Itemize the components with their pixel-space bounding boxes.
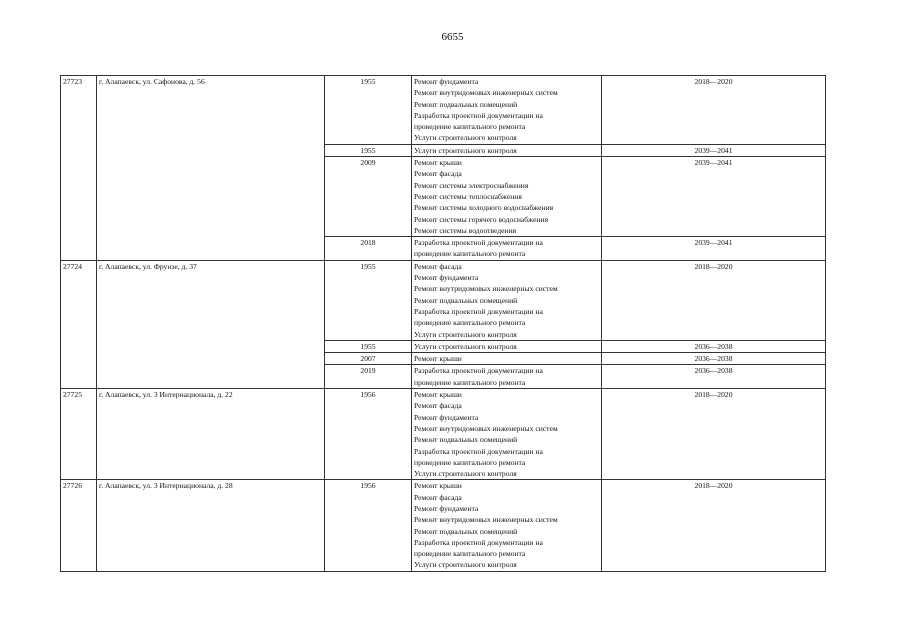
page-number: 6655 [441, 31, 464, 43]
record-address: г. Алапаевск, ул. Сафонова, д. 56 [97, 76, 325, 261]
work-item: Ремонт внутридомовых инженерных систем [414, 515, 558, 525]
work-item: Услуги строительного контроля [414, 145, 517, 155]
work-item: Разработка проектной документации на [414, 306, 543, 316]
work-item: Ремонт внутридомовых инженерных систем [414, 284, 558, 294]
work-item: Ремонт фасада [414, 261, 462, 271]
works-cell [412, 353, 602, 365]
work-item: Ремонт фундамента [414, 412, 479, 422]
period-cell: 2039—2041 [602, 144, 826, 156]
work-item: Услуги строительного контроля [414, 133, 517, 143]
works-cell [412, 260, 602, 340]
work-item: проведение капитального ремонта [414, 122, 526, 132]
work-item: Ремонт системы водоотведения [414, 225, 517, 235]
work-item: Ремонт подвальных помещений [414, 526, 518, 536]
table-row [61, 260, 826, 340]
period-cell: 2018—2020 [602, 480, 826, 571]
work-item: Разработка проектной документации на [414, 446, 543, 456]
works-cell [412, 480, 602, 571]
work-item: проведение капитального ремонта [414, 318, 526, 328]
work-item: Ремонт внутридомовых инженерных систем [414, 423, 558, 433]
period-cell: 2018—2020 [602, 389, 826, 480]
record-id: 27723 [61, 76, 97, 261]
work-item: Ремонт подвальных помещений [414, 99, 518, 109]
work-item: Услуги строительного контроля [414, 469, 517, 479]
work-item: Разработка проектной документации на [414, 366, 543, 376]
work-item: проведение капитального ремонта [414, 457, 526, 467]
record-address: г. Алапаевск, ул. 3 Интернационала, д. 22 [97, 389, 325, 480]
repair-schedule-table [60, 75, 826, 572]
work-item: проведение капитального ремонта [414, 377, 526, 387]
period-cell: 2018—2020 [602, 76, 826, 145]
works-cell [412, 157, 602, 237]
table-row [61, 389, 826, 480]
works-cell [412, 237, 602, 261]
work-item: Услуги строительного контроля [414, 329, 517, 339]
work-item: Ремонт крыши [414, 354, 462, 364]
works-cell [412, 340, 602, 352]
year-cell: 2018 [325, 237, 412, 261]
table-row [61, 480, 826, 571]
record-id: 27724 [61, 260, 97, 388]
period-cell: 2039—2041 [602, 157, 826, 237]
work-item: Ремонт подвальных помещений [414, 295, 518, 305]
work-item: Услуги строительного контроля [414, 341, 517, 351]
year-cell: 1955 [325, 76, 412, 145]
work-item: Ремонт фасада [414, 169, 462, 179]
period-cell: 2039—2041 [602, 237, 826, 261]
work-item: Разработка проектной документации на [414, 110, 543, 120]
period-cell: 2018—2020 [602, 260, 826, 340]
works-cell [412, 144, 602, 156]
work-item: Услуги строительного контроля [414, 560, 517, 570]
period-cell: 2036—2038 [602, 365, 826, 389]
year-cell: 2019 [325, 365, 412, 389]
work-item: Ремонт фундамента [414, 503, 479, 513]
record-id: 27726 [61, 480, 97, 571]
work-item: проведение капитального ремонта [414, 249, 526, 259]
work-item: Ремонт фасада [414, 401, 462, 411]
work-item: Разработка проектной документации на [414, 537, 543, 547]
works-cell [412, 389, 602, 480]
work-item: Разработка проектной документации на [414, 238, 543, 248]
work-item: Ремонт подвальных помещений [414, 435, 518, 445]
year-cell: 1956 [325, 389, 412, 480]
work-item: Ремонт крыши [414, 158, 462, 168]
work-item: проведение капитального ремонта [414, 549, 526, 559]
work-item: Ремонт системы горячего водоснабжения [414, 214, 549, 224]
record-address: г. Алапаевск, ул. 3 Интернационала, д. 28 [97, 480, 325, 571]
year-cell: 1955 [325, 144, 412, 156]
work-item: Ремонт фундамента [414, 77, 479, 86]
year-cell: 1955 [325, 260, 412, 340]
work-item: Ремонт крыши [414, 390, 462, 400]
period-cell: 2036—2038 [602, 353, 826, 365]
works-cell [412, 76, 602, 145]
year-cell: 2007 [325, 353, 412, 365]
work-item: Ремонт системы теплоснабжения [414, 191, 522, 201]
work-item: Ремонт системы электроснабжения [414, 180, 529, 190]
table-row [61, 76, 826, 145]
work-item: Ремонт крыши [414, 481, 462, 491]
works-cell [412, 365, 602, 389]
table-body [61, 76, 826, 572]
year-cell: 1955 [325, 340, 412, 352]
work-item: Ремонт фасада [414, 492, 462, 502]
work-item: Ремонт фундамента [414, 273, 479, 283]
work-item: Ремонт системы холодного водоснабжения [414, 203, 554, 213]
year-cell: 1956 [325, 480, 412, 571]
record-id: 27725 [61, 389, 97, 480]
year-cell: 2009 [325, 157, 412, 237]
work-item: Ремонт внутридомовых инженерных систем [414, 88, 558, 98]
period-cell: 2036—2038 [602, 340, 826, 352]
record-address: г. Алапаевск, ул. Фрунзе, д. 37 [97, 260, 325, 388]
